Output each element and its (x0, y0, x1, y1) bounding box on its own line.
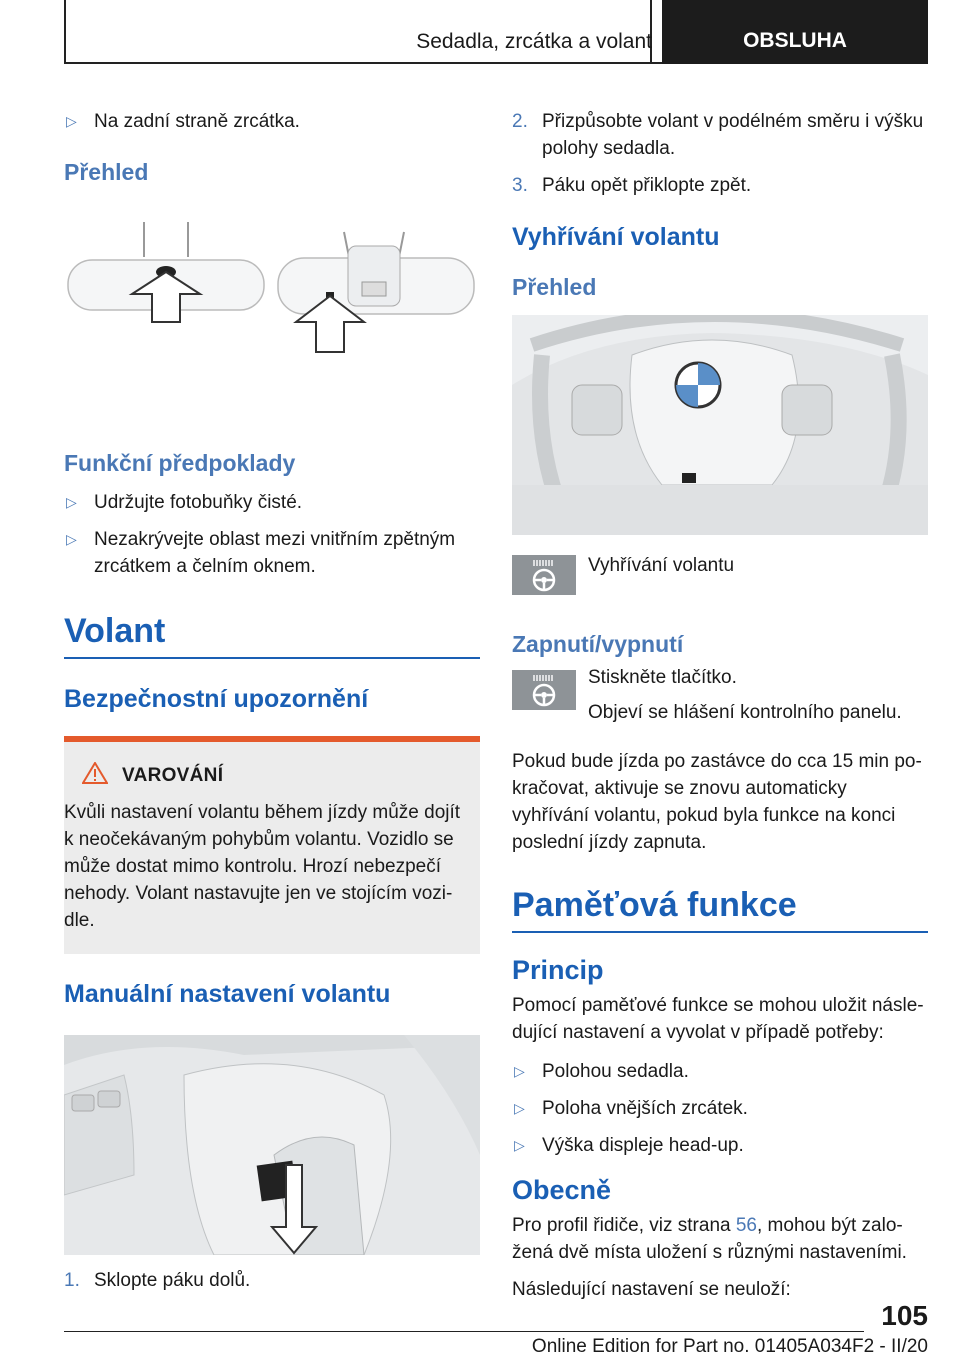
step-number: 3. (512, 175, 528, 196)
zapnuti-line-1: Stiskněte tlačítko. (588, 667, 737, 688)
warning-box (64, 736, 480, 954)
heading-obecne: Obecně (512, 1175, 612, 1205)
heading-zapnuti-vypnuti: Zapnutí/vypnutí (512, 631, 684, 657)
heading-bezpecnostni-upozorneni: Bezpečnostní upozornění (64, 685, 369, 713)
heading-princip: Princip (512, 955, 604, 985)
pokud-paragraph: Pokud bude jízda po zastávce do cca 15 min pokračovat, aktivuje se znovu automaticky vyhřívání volantu, pokud byla funkce na konci poslední jízdy zapnuta. (512, 751, 922, 853)
heading-pametova-funkce: Paměťová funkce (512, 886, 928, 933)
steering-wheel-illustration (512, 315, 928, 535)
warning-triangle-icon (82, 762, 108, 789)
heading-funkcni-predpoklady: Funkční předpoklady (64, 450, 296, 476)
triangle-bullet-icon: ▷ (66, 494, 77, 510)
triangle-bullet-icon: ▷ (66, 113, 77, 129)
zapnuti-line-2: Objeví se hlášení kontrolního panelu. (588, 702, 902, 723)
step-text: Přizpůsobte volant v podélném směru i výšku polohy sedadla. (542, 111, 924, 159)
bullet-text: Nezakrývejte oblast mezi vnitřním zpětným zrcátkem a čelním oknem. (94, 529, 456, 577)
mirror-illustration (64, 222, 480, 392)
section-tab: OBSLUHA (662, 0, 928, 64)
step-text: Páku opět přiklopte zpět. (542, 175, 752, 196)
bullet-text: Polohou sedadla. (542, 1061, 689, 1082)
bullet-item (512, 1058, 928, 1085)
page-number: 105 (881, 1300, 928, 1331)
bullet-item (64, 489, 480, 516)
bullet-item (64, 108, 480, 135)
bullet-text: Na zadní straně zrcátka. (94, 111, 300, 132)
step-text: Sklopte páku dolů. (94, 1270, 251, 1291)
chapter-title: Sedadla, zrcátka a volant (416, 30, 652, 53)
obecne-paragraph (512, 1212, 928, 1266)
bullet-item (512, 1132, 928, 1159)
heated-steering-wheel-icon (512, 555, 576, 595)
step-number: 1. (64, 1270, 80, 1291)
footer-edition: Online Edition for Part no. 01405A034F2 - II/20 (531, 1336, 928, 1357)
bullet-text: Výška displeje head-up. (542, 1135, 744, 1156)
heading-vyhrivani-volantu: Vyhřívání volantu (512, 223, 720, 251)
warning-title: VAROVÁNÍ (122, 764, 224, 786)
page-reference-link[interactable]: 56 (735, 1215, 757, 1236)
icon-caption: Vyhřívání volantu (588, 555, 735, 576)
bullet-text: Udržujte fotobuňky čisté. (94, 492, 303, 513)
right-column (512, 96, 928, 1303)
bullet-item (64, 526, 480, 580)
step-number: 2. (512, 111, 528, 132)
heading-prehled: Přehled (64, 159, 149, 185)
triangle-bullet-icon: ▷ (514, 1137, 525, 1153)
obecne-text-pre: Pro profil řidiče, viz strana (512, 1215, 736, 1236)
steering-column-illustration (64, 1035, 480, 1255)
footer-divider (64, 1331, 864, 1332)
princip-paragraph: Pomocí paměťové funkce se mohou uložit následující nastavení a vyvolat v případě potřeby: (512, 995, 924, 1043)
step-item (512, 108, 928, 162)
heading-volant: Volant (64, 612, 480, 659)
step-item (64, 1267, 480, 1294)
zapnuti-text-block (588, 664, 902, 726)
nasledujici-paragraph: Následující nastavení se neuloží: (512, 1279, 791, 1300)
warning-text: Kvůli nastavení volantu během jízdy může dojít k neočekávaným pohybům volantu. Vozidlo se může dostat mimo kontrolu. Hrozí nebezpečí nehody. Volant nastavujte jen ve stojícím vozidle. (64, 802, 461, 931)
warning-header (82, 762, 464, 789)
icon-caption-row (512, 555, 928, 595)
bullet-item (512, 1095, 928, 1122)
heated-steering-wheel-icon (512, 670, 576, 710)
left-column (64, 96, 480, 1304)
triangle-bullet-icon: ▷ (514, 1100, 525, 1116)
heading-prehled-2: Přehled (512, 274, 597, 300)
icon-caption-row (512, 664, 928, 726)
step-item (512, 172, 928, 199)
triangle-bullet-icon: ▷ (66, 531, 77, 547)
heading-manualni-nastaveni: Manuální nastavení volantu (64, 980, 391, 1008)
obecne-text-post: , mohou být založená dvě místa uložení s různými nastaveními. (512, 1215, 907, 1263)
bullet-text: Poloha vnějších zrcátek. (542, 1098, 748, 1119)
triangle-bullet-icon: ▷ (514, 1063, 525, 1079)
